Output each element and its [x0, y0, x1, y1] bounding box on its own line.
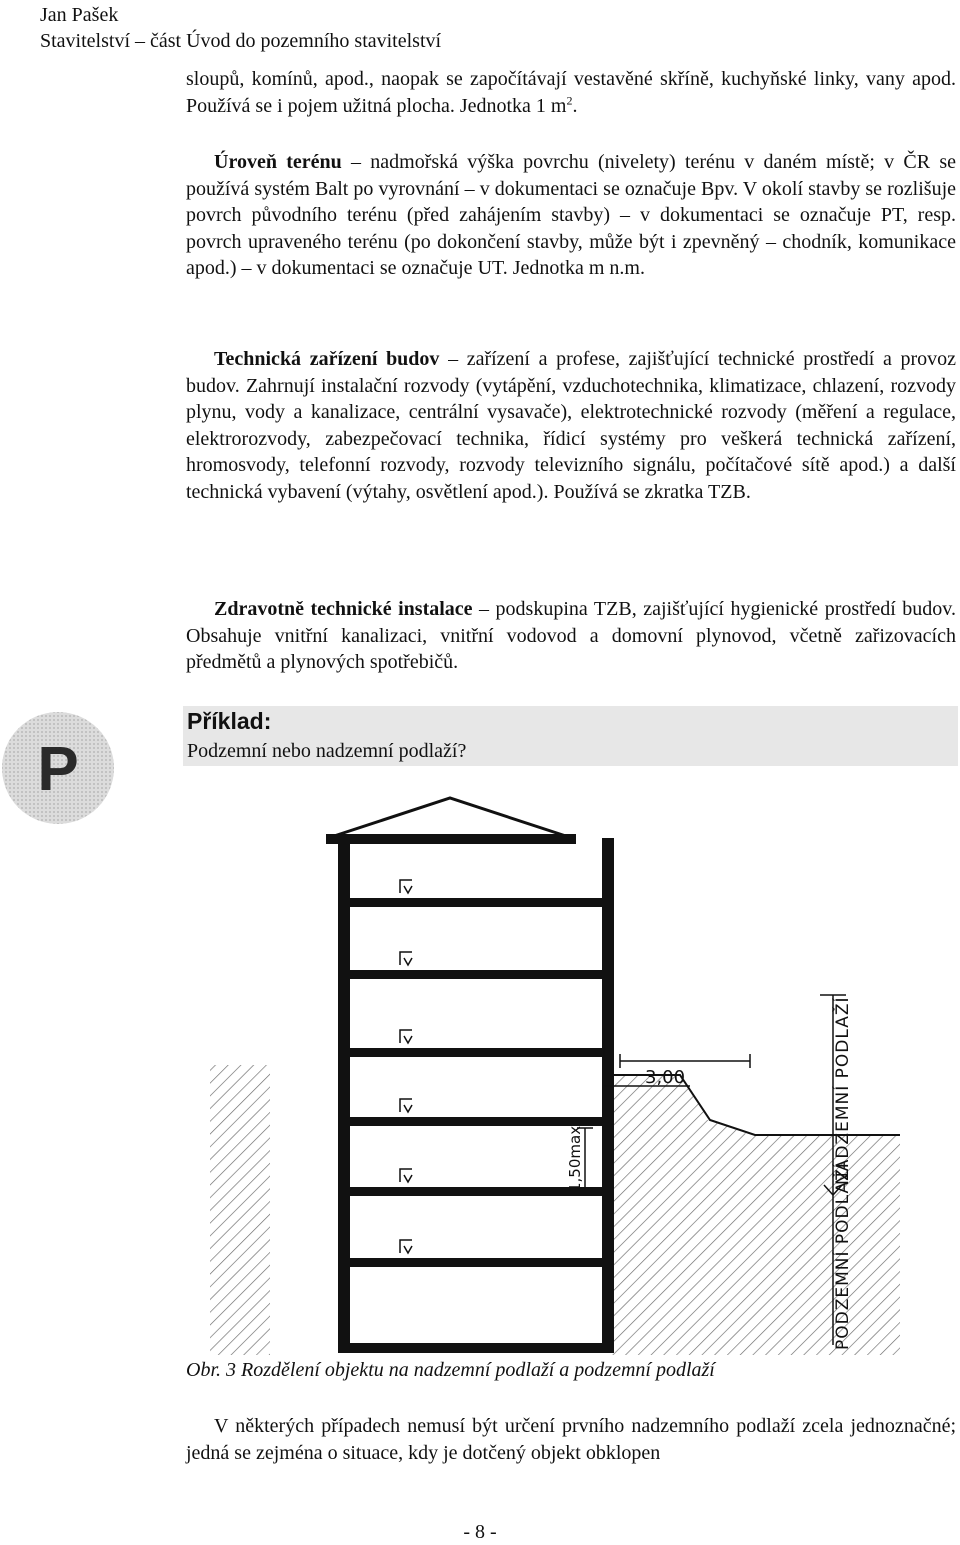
page-header — [40, 2, 441, 54]
figure-caption: Obr. 3 Rozdělení objektu na nadzemní podlaží a podzemní podlaží — [186, 1359, 715, 1381]
level-mark — [404, 1175, 412, 1182]
roof — [328, 798, 572, 838]
term-sanitary-installations: Zdravotně technické instalace — [214, 598, 473, 620]
paragraph-text: V některých případech nemusí být určení prvního nadzemního podlaží zcela jednoznačné; jedná se zejména o situace, kdy je dotčený objekt obklopen — [186, 1415, 956, 1464]
dimension-height-label: 1,50max — [566, 1125, 584, 1192]
level-mark — [404, 1246, 412, 1253]
level-mark — [400, 952, 412, 965]
paragraph-text: sloupů, komínů, apod., naopak se započítávají vestavěné skříně, kuchyňské linky, vany apod. Používá se i pojem užitná plocha. Jednotka 1 m — [186, 68, 956, 117]
paragraph-text: – podskupina TZB, zajišťující hygienické prostředí budov. Obsahuje vnitřní kanalizaci, vnitřní vodovod a domovní plynovod, včetně zařizovacích předmětů a plynových spotřebičů. — [186, 598, 956, 673]
paragraph-terrain-level — [186, 149, 956, 282]
header-author: Jan Pašek — [40, 4, 119, 26]
level-mark — [404, 886, 412, 893]
level-mark — [400, 1240, 412, 1253]
term-technical-equipment: Technická zařízení budov — [214, 348, 440, 370]
paragraph-technical-equipment — [186, 346, 956, 505]
slab — [338, 898, 614, 907]
slab — [338, 1048, 614, 1057]
slab — [326, 834, 576, 844]
ground-hatch — [210, 1065, 270, 1355]
example-p-icon — [0, 706, 118, 824]
example-box — [183, 706, 958, 766]
superscript: 2 — [566, 92, 573, 107]
example-question: Podzemní nebo nadzemní podlaží? — [187, 740, 467, 762]
slab — [338, 970, 614, 979]
paragraph-text: – nadmořská výška povrchu (nivelety) terénu v daném místě; v ČR se používá systém Balt po vyrovnání – v dokumentaci se označuje Bpv. V okolí stavby se rozlišuje povrch původního terénu (před zahájením stavby) – v dokumentaci se označuje PT, resp. povrch upraveného terénu (po dokončení stavby, může být i zpevněný – chodník, komunikace apod.) – v dokumentaci se označuje UT. Jednotka m n.m. — [186, 151, 956, 279]
slab — [338, 1258, 614, 1267]
level-mark — [400, 1099, 412, 1112]
badge-letter: P — [37, 735, 79, 804]
label-below-ground-floors: PODZEMNÍ PODLAŽÍ — [833, 1162, 853, 1350]
label-above-ground-floors: NADZEMNÍ PODLAŽÍ — [833, 996, 853, 1185]
level-mark — [400, 1169, 412, 1182]
paragraph-area-units — [186, 66, 956, 119]
paragraph-text: . — [572, 94, 578, 117]
ground-hatch — [610, 1075, 900, 1355]
page-number: - 8 - — [463, 1521, 497, 1543]
level-mark — [404, 958, 412, 965]
slab — [338, 1117, 614, 1126]
paragraph-text: – zařízení a profese, zajišťující technické prostředí a provoz budov. Zahrnují instalační rozvody (vytápění, vzduchotechnika, klimatizace, chlazení, rozvody plynu, vody a kanalizace, centrální vysavače), elektrotechnické rozvody (měření a regulace, elektrorozvody, zabezpečovací technika, řídicí systémy pro veškerá technická zařízení, hromosvody, telefonní rozvody, rozvody televizního signálu, počítačové sítě apod.) a další technická vybavení (výtahy, osvětlení apod.). Používá se zkratka TZB. — [186, 348, 956, 503]
paragraph-first-floor — [186, 1413, 956, 1466]
slab — [338, 1343, 614, 1353]
level-mark — [400, 1030, 412, 1043]
term-terrain-level: Úroveň terénu — [214, 151, 342, 173]
example-title: Příklad: — [187, 708, 272, 734]
paragraph-sanitary-installations — [186, 596, 956, 676]
level-mark — [400, 880, 412, 893]
header-subtitle: Stavitelství – část Úvod do pozemního stavitelství — [40, 30, 442, 52]
dimension-width-label: 3,00 — [645, 1067, 686, 1088]
building-section-diagram — [210, 790, 900, 1355]
level-mark — [404, 1036, 412, 1043]
right-wall — [602, 838, 614, 1353]
level-mark — [404, 1105, 412, 1112]
left-wall — [338, 838, 350, 1353]
